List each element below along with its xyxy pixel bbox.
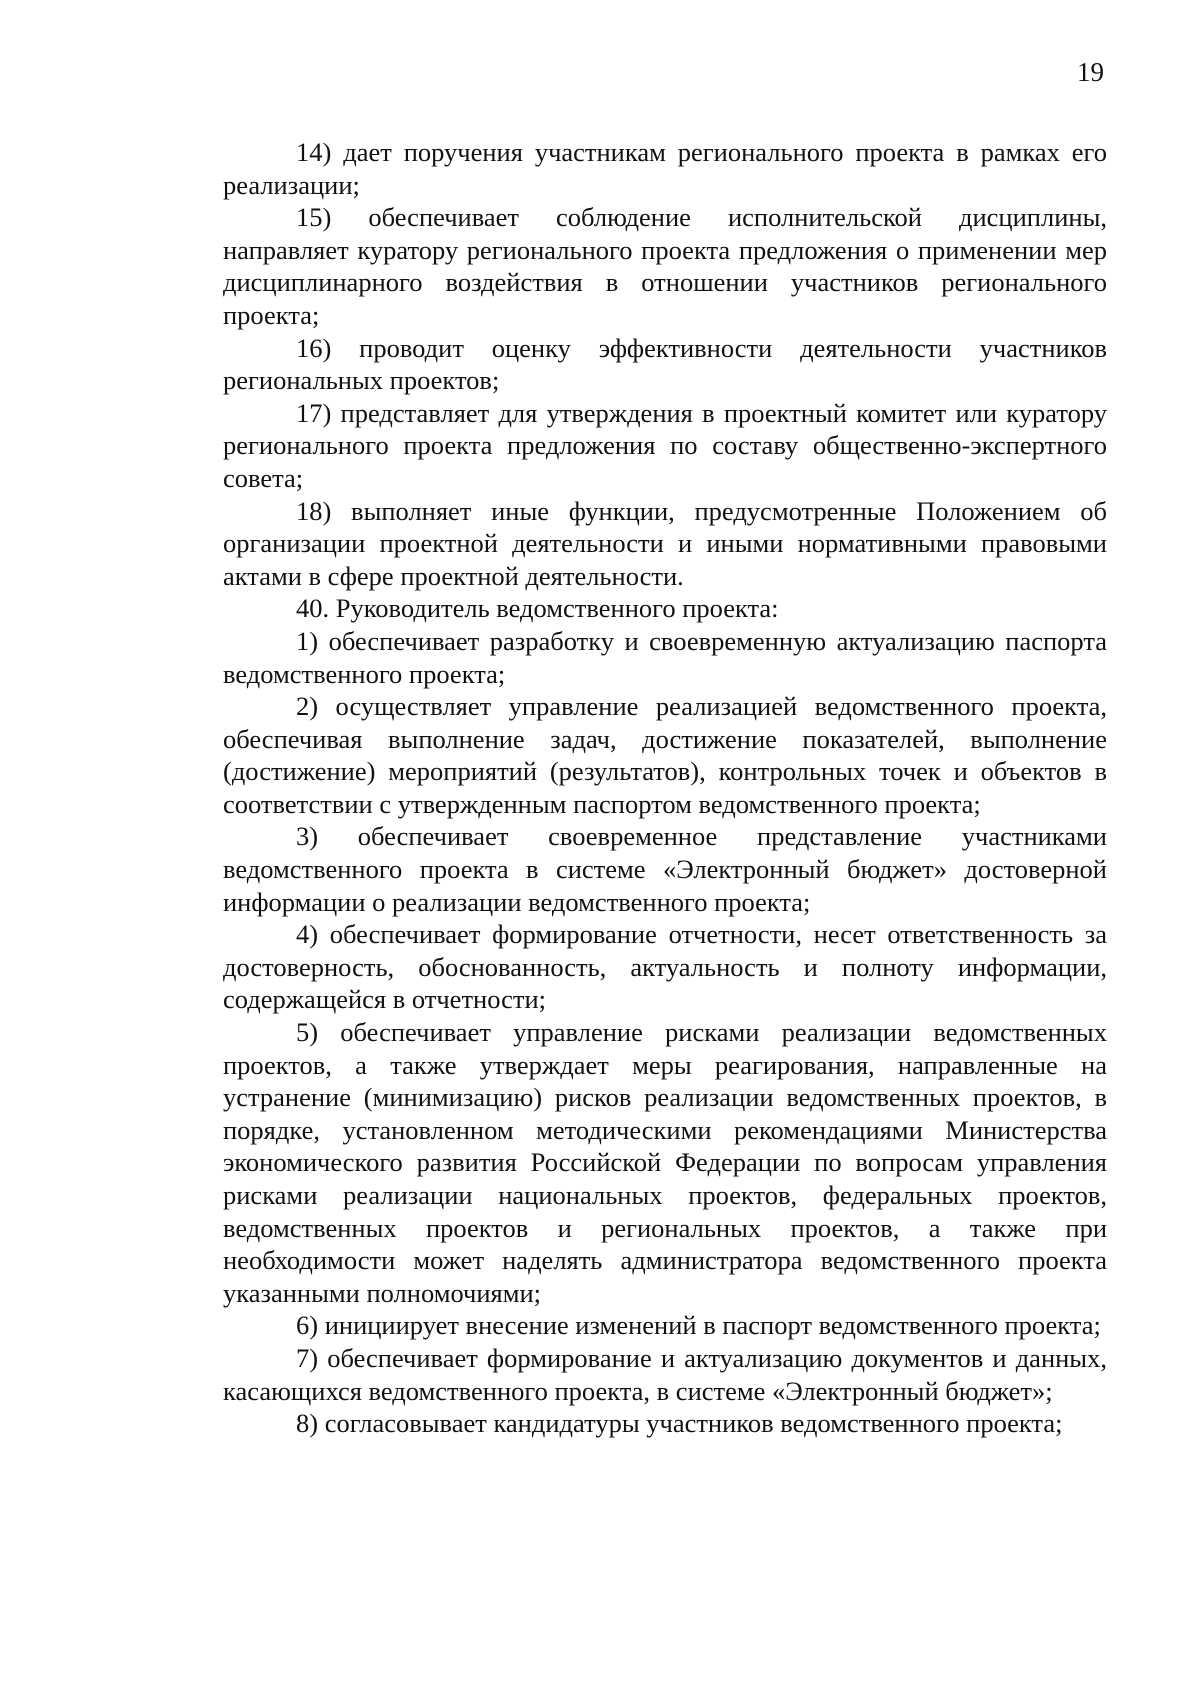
paragraph-40-item-8: 8) согласовывает кандидатуры участников ведомственного проекта; bbox=[296, 1408, 1063, 1439]
paragraph-item-18: 18) выполняет иные функции, предусмотренные Положением об организации проектной деятельности и иными нормативными правовыми актами в сфере проектной деятельности. bbox=[223, 495, 1107, 591]
paragraph-40-item-5: 5) обеспечивает управление рисками реализации ведомственных проектов, а также утверждает меры реагирования, направленные на устранение (минимизацию) рисков реализации ведомственных проектов, в порядке, установленном методическими рекомендациями Министерства экономического развития Российской Федерации по вопросам управления рисками реализации национальных проектов, федеральных проектов, ведомственных проектов и региональных проектов, а также при необходимости может наделять администратора ведомственного проекта указанными полномочиями; bbox=[223, 1017, 1107, 1308]
paragraph-40-item-1: 1) обеспечивает разработку и своевременную актуализацию паспорта ведомственного проекта; bbox=[223, 625, 1107, 689]
paragraph-40-item-7: 7) обеспечивает формирование и актуализацию документов и данных, касающихся ведомственного проекта, в системе «Электронный бюджет»; bbox=[223, 1342, 1107, 1406]
paragraph-item-15: 15) обеспечивает соблюдение исполнительской дисциплины, направляет куратору регионального проекта предложения о применении мер дисциплинарного воздействия в отношении участников регионального проекта; bbox=[223, 202, 1107, 330]
paragraph-40-item-4: 4) обеспечивает формирование отчетности, несет ответственность за достоверность, обоснованность, актуальность и полноту информации, содержащейся в отчетности; bbox=[223, 919, 1107, 1015]
paragraph-item-17: 17) представляет для утверждения в проектный комитет или куратору регионального проекта предложения по составу общественно-экспертного совета; bbox=[223, 397, 1107, 493]
section-40-heading: 40. Руководитель ведомственного проекта: bbox=[296, 593, 779, 624]
paragraph-40-item-3: 3) обеспечивает своевременное представление участниками ведомственного проекта в системе «Электронный бюджет» достоверной информации о реализации ведомственного проекта; bbox=[223, 821, 1107, 917]
paragraph-40-item-2: 2) осуществляет управление реализацией ведомственного проекта, обеспечивая выполнение задач, достижение показателей, выполнение (достижение) мероприятий (результатов), контрольных точек и объектов в соответствии с утвержденным паспортом ведомственного проекта; bbox=[223, 691, 1107, 819]
paragraph-item-16: 16) проводит оценку эффективности деятельности участников региональных проектов; bbox=[223, 332, 1107, 396]
paragraph-item-14: 14) дает поручения участникам регионального проекта в рамках его реализации; bbox=[223, 137, 1107, 200]
paragraph-40-item-6: 6) инициирует внесение изменений в паспорт ведомственного проекта; bbox=[296, 1310, 1101, 1341]
page-number: 19 bbox=[1077, 57, 1104, 87]
document-body bbox=[223, 136, 1107, 1440]
